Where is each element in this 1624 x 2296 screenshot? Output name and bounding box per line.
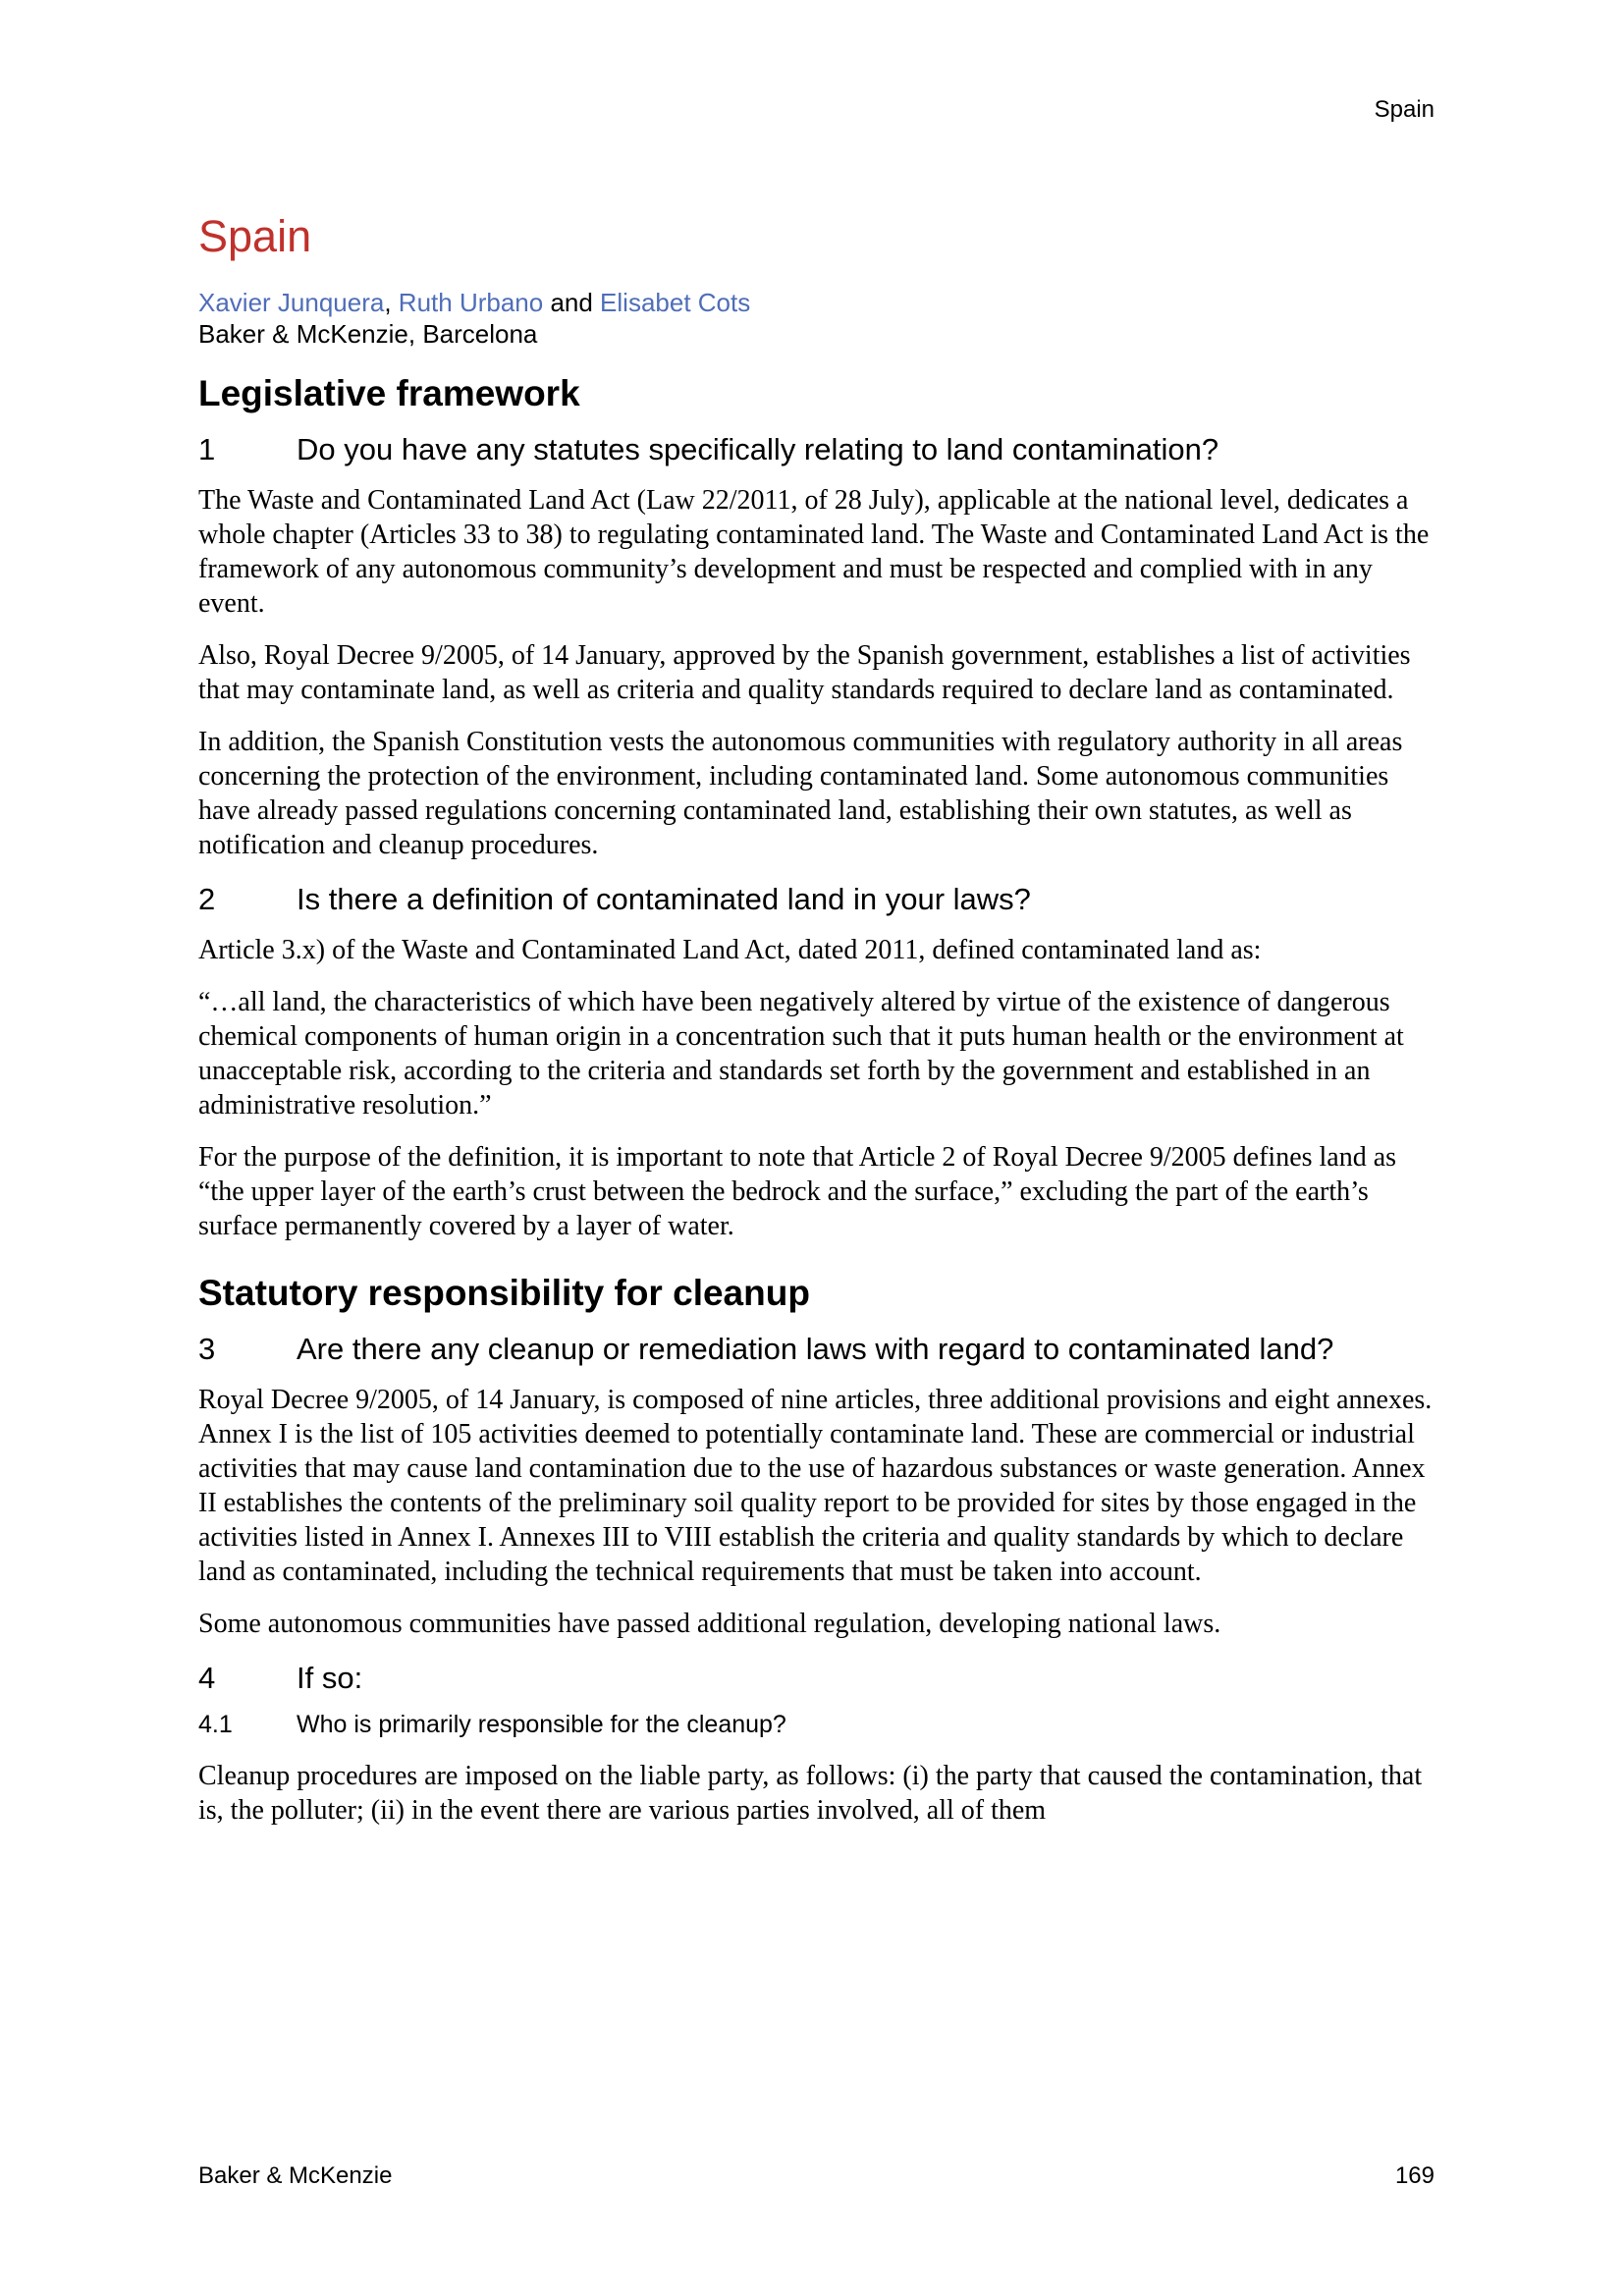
author-link[interactable]: Xavier Junquera <box>198 288 385 317</box>
body-paragraph: For the purpose of the definition, it is important to note that Article 2 of Royal Decree 9/2005 defines land as “the upper layer of the earth’s crust between the bedrock and the surface,” excluding the part of the earth’s surface permanently covered by a layer of water. <box>198 1142 1397 1241</box>
running-header: Spain <box>1374 96 1435 123</box>
body-paragraph: Some autonomous communities have passed additional regulation, developing national laws. <box>198 1609 1221 1639</box>
page-content <box>198 208 1437 1828</box>
quoted-definition: “…all land, the characteristics of which have been negatively altered by virtue of the existence of dangerous chemical components of human origin in a concentration such that it puts human health or the environment at unacceptable risk, according to the criteria and standards set forth by the government and established in an administrative resolution.” <box>198 987 1404 1121</box>
question-number: 2 <box>198 882 216 916</box>
subquestion-text: Who is primarily responsible for the cleanup? <box>297 1711 786 1738</box>
firm-line: Baker & McKenzie, Barcelona <box>198 319 538 349</box>
question-heading <box>198 1330 1437 1369</box>
author-separator: , <box>384 288 399 317</box>
body-paragraph: Royal Decree 9/2005, of 14 January, is composed of nine articles, three additional provisions and eight annexes. Annex I is the list of 105 activities deemed to potentially contaminate land. These are commercial or industrial activities that may cause land contamination due to the use of hazardous substances or waste generation. Annex II establishes the contents of the preliminary soil quality report to be provided for sites by those engaged in the activities listed in Annex I. Annexes III to VIII establish the criteria and quality standards by which to declare land as contaminated, including the technical requirements that must be taken into account. <box>198 1385 1433 1587</box>
question-heading <box>198 1659 1437 1698</box>
subquestion-heading <box>198 1708 1437 1741</box>
author-line <box>198 287 1437 318</box>
question-text: Do you have any statutes specifically relating to land contamination? <box>297 432 1219 466</box>
author-separator: and <box>543 288 601 317</box>
footer-firm: Baker & McKenzie <box>198 2162 393 2189</box>
subquestion-number: 4.1 <box>198 1711 233 1738</box>
body-paragraph: The Waste and Contaminated Land Act (Law 22/2011, of 28 July), applicable at the national level, dedicates a whole chapter (Articles 33 to 38) to regulating contaminated land. The Waste and Contaminated Land Act is the framework of any autonomous community’s development and must be respected and complied with in any event. <box>198 485 1430 619</box>
body-paragraph: Also, Royal Decree 9/2005, of 14 January, approved by the Spanish government, establishes a list of activities that may contaminate land, as well as criteria and quality standards required to declare land as contaminated. <box>198 640 1411 705</box>
question-number: 4 <box>198 1661 216 1695</box>
body-paragraph: In addition, the Spanish Constitution vests the autonomous communities with regulatory authority in all areas concerning the protection of the environment, including contaminated land. Some autonomous communities have already passed regulations concerning contaminated land, establishing their own statutes, as well as notification and cleanup procedures. <box>198 727 1403 860</box>
question-heading <box>198 430 1437 469</box>
question-number: 3 <box>198 1332 216 1366</box>
body-paragraph: Article 3.x) of the Waste and Contaminated Land Act, dated 2011, defined contaminated land as: <box>198 935 1262 965</box>
question-text: Is there a definition of contaminated land in your laws? <box>297 882 1031 916</box>
body-paragraph: Cleanup procedures are imposed on the liable party, as follows: (i) the party that caused the contamination, that is, the polluter; (ii) in the event there are various parties involved, all of them <box>198 1761 1423 1826</box>
chapter-title: Spain <box>198 211 312 261</box>
question-text: If so: <box>297 1661 363 1695</box>
question-number: 1 <box>198 432 216 466</box>
page-number: 169 <box>1394 2162 1435 2189</box>
question-text: Are there any cleanup or remediation laws with regard to contaminated land? <box>297 1332 1334 1366</box>
section-heading: Legislative framework <box>198 373 580 413</box>
question-heading <box>198 880 1437 919</box>
section-heading: Statutory responsibility for cleanup <box>198 1273 810 1313</box>
author-link[interactable]: Elisabet Cots <box>600 288 751 317</box>
author-link[interactable]: Ruth Urbano <box>398 288 544 317</box>
